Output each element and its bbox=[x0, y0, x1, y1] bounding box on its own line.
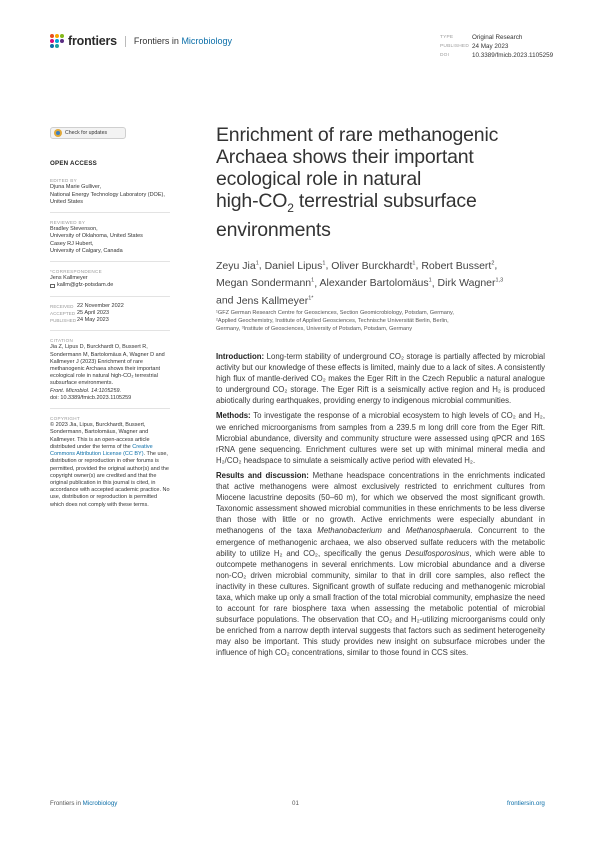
license-link[interactable]: Creative Commons Attribution License (CC BY) bbox=[50, 443, 153, 458]
correspondence-email-row[interactable] bbox=[50, 282, 170, 289]
author-line: Megan Sondermann$^1$, Alexander Bartolomäus$^1$, Dirk Wagner$^{1,3}$ bbox=[216, 277, 504, 289]
author-list bbox=[216, 256, 546, 309]
divider bbox=[50, 296, 170, 297]
copyright-text: © 2023 Jia, Lipus, Burckhardt, Bussert, Sondermann, Bartolomäus, Wagner and Kallmeyer. This is an open-access article distributed under the terms of the bbox=[50, 422, 150, 450]
citation-line: methanogenic Archaea shows their important bbox=[50, 366, 161, 373]
page-number: 01 bbox=[292, 800, 299, 807]
affiliation-line: ¹GFZ German Research Centre for Geosciences, Section Geomicrobiology, Potsdam, Germany, bbox=[216, 310, 454, 316]
divider bbox=[50, 408, 170, 409]
footer-journal-name: Microbiology bbox=[82, 800, 118, 807]
mail-icon bbox=[50, 284, 55, 288]
abstract-text: To investigate the response of a microbial ecosystem to high levels of CO₂ and H₂, we enriched microorganisms from samples from a 239.5 m long drill core from the Eger Rift. Microbial abundance, diversity and community structure were assessed using qPCR and 16S rRNA gene sequencing. Enrichment cultures were set up with minimal mineral media and H₂/CO₂ headspace to simulate a seismically active period with elevated H₂. bbox=[216, 411, 545, 465]
edited-by-label: EDITED BY bbox=[50, 178, 77, 184]
published-date: 24 May 2023 bbox=[77, 317, 109, 324]
doi-label: DOI bbox=[440, 53, 450, 58]
editor-line: National Energy Technology Laboratory (DOE), bbox=[50, 191, 165, 198]
check-for-updates-label: Check for updates bbox=[65, 130, 108, 136]
doi-value[interactable]: 10.3389/fmicb.2023.1105259 bbox=[472, 52, 554, 59]
section-heading: Introduction: bbox=[216, 352, 265, 361]
author-line: Zeyu Jia$^1$, Daniel Lipus$^1$, Oliver Burckhardt$^1$, Robert Bussert$^2$, bbox=[216, 259, 498, 272]
article-sidebar bbox=[50, 160, 170, 509]
article-dates bbox=[50, 303, 170, 325]
author[interactable]: Daniel Lipus$^1$ bbox=[264, 259, 326, 272]
reviewer-line: University of Oklahoma, United States bbox=[50, 233, 143, 240]
open-access-label: OPEN ACCESS bbox=[50, 160, 98, 167]
citation-line: Front. Microbiol. 14:1105259. bbox=[50, 387, 122, 394]
editor-line: United States bbox=[50, 198, 84, 205]
author[interactable]: Alexander Bartolomäus$^1$ bbox=[319, 277, 432, 289]
taxon-name: Methanobacterium bbox=[317, 526, 382, 536]
reviewer-line: Bradley Stevenson, bbox=[50, 226, 98, 233]
correspondence-email[interactable]: kallm@gfz-potsdam.de bbox=[57, 282, 114, 289]
taxon-name: Methanosphaerula bbox=[405, 526, 471, 536]
copyright-label: COPYRIGHT bbox=[50, 416, 81, 422]
affiliation-line: ²Applied Geochemistry, Institute of Applied Geosciences, Technische Universität Berlin, Berlin, bbox=[216, 318, 449, 324]
copyright bbox=[50, 422, 170, 508]
affiliations bbox=[216, 309, 546, 333]
journal-title: Microbiology bbox=[181, 36, 232, 46]
footer-site-link[interactable]: frontiersin.org bbox=[507, 800, 545, 807]
abstract-introduction bbox=[216, 351, 545, 406]
title-line: environments bbox=[216, 218, 331, 241]
reviewer-line: University of Calgary, Canada bbox=[50, 247, 123, 254]
divider bbox=[50, 261, 170, 262]
title-subscript: 2 bbox=[287, 200, 294, 215]
author[interactable]: Robert Bussert$^2$ bbox=[421, 259, 495, 272]
divider bbox=[50, 212, 170, 213]
author[interactable]: Oliver Burckhardt$^1$ bbox=[331, 259, 416, 272]
abstract-methods bbox=[216, 410, 545, 465]
published-label: PUBLISHED bbox=[440, 44, 469, 49]
reviewer-line: Casey RJ Hubert, bbox=[50, 240, 94, 247]
correspondence-name: Jens Kallmeyer bbox=[50, 275, 88, 282]
accepted-label: ACCEPTED bbox=[50, 310, 76, 316]
published-value: 24 May 2023 bbox=[472, 43, 509, 50]
affiliation-line: Germany, ³Institute of Geosciences, University of Potsdam, Potsdam, Germany bbox=[216, 326, 413, 332]
author-line bbox=[216, 291, 546, 309]
citation-line: Kallmeyer J (2023) Enrichment of rare bbox=[50, 358, 143, 365]
article-title bbox=[216, 124, 556, 241]
author[interactable]: Jens Kallmeyer$^{1*}$ bbox=[236, 294, 314, 307]
title-line: high-CO bbox=[216, 190, 288, 212]
author[interactable]: Dirk Wagner$^{1,3}$ bbox=[437, 277, 504, 289]
citation-line: subsurface environments. bbox=[50, 380, 113, 387]
citation-line: Jia Z, Lipus D, Burckhardt O, Bussert R, bbox=[50, 344, 148, 351]
editor-line: Djuna Marie Gulliver, bbox=[50, 184, 102, 191]
frontiers-logo-icon bbox=[50, 34, 64, 48]
received-date: 22 November 2022 bbox=[77, 302, 124, 309]
citation bbox=[50, 344, 170, 402]
reviewed-by bbox=[50, 226, 170, 255]
author[interactable]: Zeyu Jia$^1$ bbox=[216, 259, 259, 272]
copyright-text: . The use, distribution or reproduction in other forums is permitted, provided the original author(s) and the copyright owner(s) are credited and that the original publication in this journal is cited, in accordance with accepted academic practice. No use, distribution or reproduction is permitted which does not comply with these terms. bbox=[50, 451, 170, 508]
check-for-updates-button[interactable] bbox=[50, 127, 126, 139]
type-value: Original Research bbox=[472, 34, 523, 41]
title-line: Archaea shows their important bbox=[216, 146, 474, 168]
received-label: RECEIVED bbox=[50, 303, 74, 309]
abstract-text: , which were able to outcompete methanogens in several enrichments. Low microbial abundance and a diverse non-CO₂ driven microbial community, similar to that in drill core samples, also reflect the inactivity in these cultures. Significant growth of sulfate reducing and methanogenic microbial taxa, which make up only a small fraction of the total microbial community, emphasize the need to account for rare biosphere taxa when assessing the metabolic potential of microbial subsurface populations. The observation that CO₂ and H₂-utilizing microorganisms could only be enriched from a narrow depth interval suggests that factors such as sediment heterogeneity may also be important. This study provides new insight on subsurface microbes under the influence of high CO₂ concentrations, similar to those found in CCS sites. bbox=[216, 548, 545, 658]
type-label: TYPE bbox=[440, 35, 454, 40]
header-divider bbox=[125, 36, 126, 47]
citation-line: Sondermann M, Bartolomäus A, Wagner D and bbox=[50, 351, 165, 358]
reviewed-by-label: REVIEWED BY bbox=[50, 220, 86, 226]
article-meta bbox=[440, 33, 553, 60]
title-line: terrestrial subsurface bbox=[293, 190, 477, 212]
correspondence-label: *CORRESPONDENCE bbox=[50, 269, 102, 275]
abstract-text: Methane headspace concentrations in the enrichments indicated that active methanogens were almost exclusively restricted to enrichment cultures from Miocene lacustrine deposits (50–60 m), for which we observed the most significant growth. Taxonomic assessment showed microbial communities in these enrichments to be less diverse than those with little or no growth. Active enrichments were especially abundant in methanogens of the taxa bbox=[216, 470, 545, 536]
journal-name[interactable] bbox=[134, 36, 232, 46]
edited-by bbox=[50, 184, 170, 206]
section-heading: Results and discussion: bbox=[216, 470, 309, 480]
abstract-text: Long-term stability of underground CO₂ storage is partially affected by microbial activity but our knowledge of these effects is limited, mainly due to a lack of sites. A consistently high flux of mantle-derived CO₂ makes the Eger Rift in the Czech Republic a natural analogue to underground CO₂ storage. The Eger Rift is a seismically active region and H₂ is produced abiotically during earthquakes, providing energy to indigenous microbial communities. bbox=[216, 352, 545, 406]
taxon-name: Desulfosporosinus bbox=[405, 548, 470, 558]
abstract-results bbox=[216, 470, 545, 659]
title-line: ecological role in natural bbox=[216, 168, 422, 190]
journal-header bbox=[50, 34, 232, 48]
abstract-text: . Concurrent to the emergence of methanogenic archaea, we also observed sulfate reducers with the metabolic ability to utilize H₂ and CO₂, specifically the genus bbox=[216, 526, 546, 558]
footer-prefix: Frontiers in bbox=[50, 800, 83, 807]
section-heading: Methods: bbox=[216, 411, 251, 421]
divider bbox=[50, 330, 170, 331]
published-label: PUBLISHED bbox=[50, 318, 77, 324]
author-conjunction: and bbox=[216, 294, 237, 307]
citation-label: CITATION bbox=[50, 338, 74, 344]
correspondence bbox=[50, 275, 170, 289]
title-line: Enrichment of rare methanogenic bbox=[216, 124, 499, 146]
abstract bbox=[216, 351, 545, 663]
abstract-text: and bbox=[381, 526, 406, 536]
citation-line: ecological role in natural high-CO₂ terrestrial bbox=[50, 373, 158, 380]
crossmark-icon bbox=[54, 129, 62, 137]
citation-line: doi: 10.3389/fmicb.2023.1105259 bbox=[50, 394, 132, 401]
author[interactable]: Megan Sondermann$^1$ bbox=[216, 277, 315, 289]
footer-journal[interactable] bbox=[50, 800, 117, 807]
journal-prefix: Frontiers in bbox=[133, 36, 179, 46]
accepted-date: 25 April 2023 bbox=[77, 309, 110, 316]
brand-name: frontiers bbox=[68, 34, 117, 48]
